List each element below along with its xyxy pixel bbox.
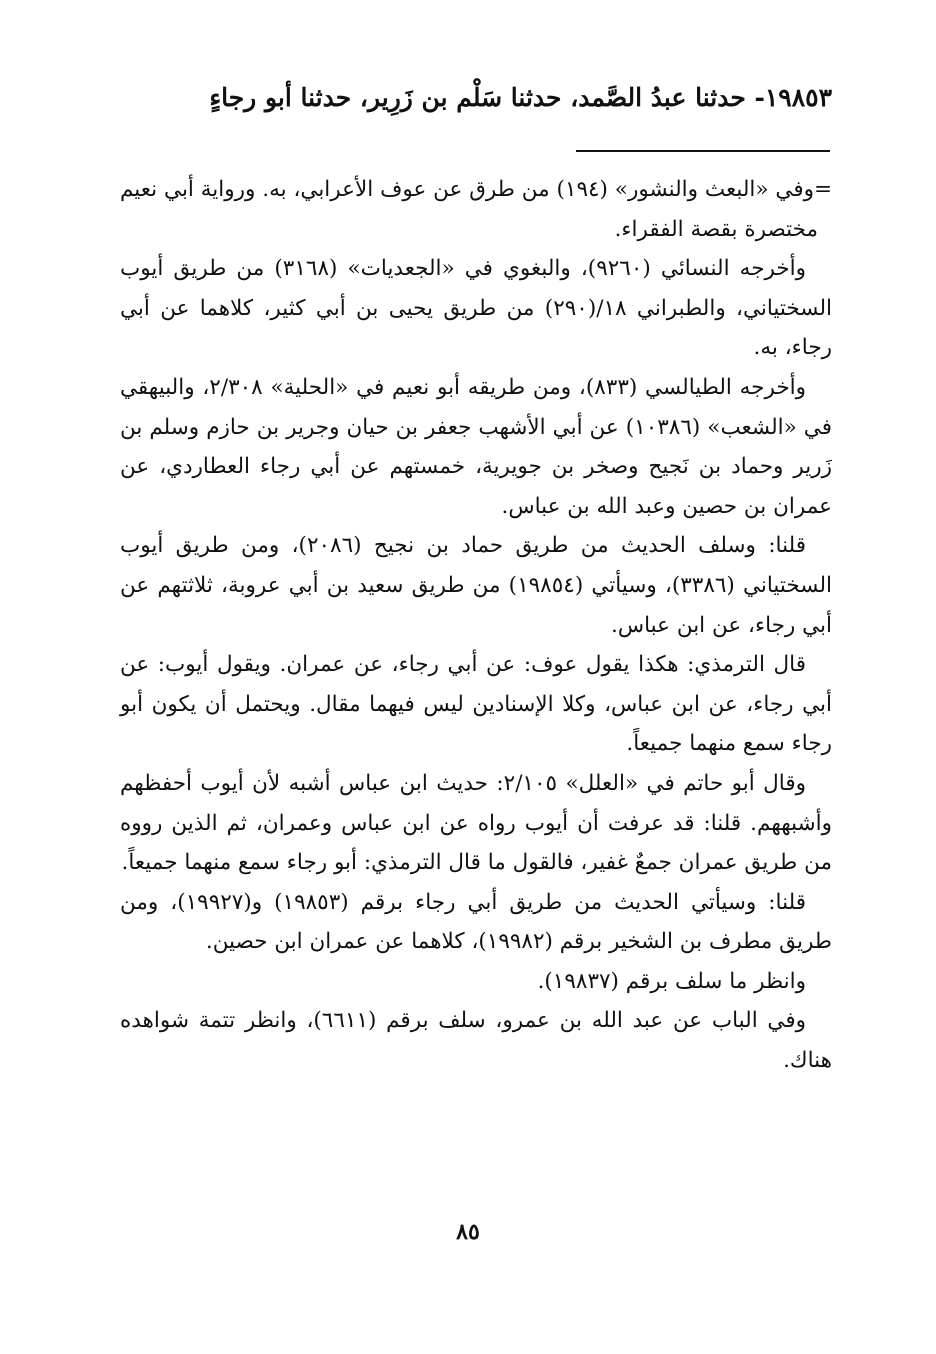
footnote-paragraph: وأخرجه الطيالسي (٨٣٣)، ومن طريقه أبو نعيم في «الحلية» ٢/٣٠٨، والبيهقي في «الشعب» (١٠٣٨٦) عن أبي الأشهب جعفر بن حيان وجرير بن حازم وسلم بن زَرير وحماد بن نَجيح وصخر بن جويرية، خمستهم عن أبي رجاء العطاردي، عن عمران بن حصين وعبد الله بن عباس. (120, 374, 832, 519)
hadith-header: ١٩٨٥٣- حدثنا عبدُ الصَّمد، حدثنا سَلْم بن زَرِير، حدثنا أبو رجاءٍ (209, 83, 832, 112)
footnote-paragraph: وأخرجه النسائي (٩٢٦٠)، والبغوي في «الجعديات» (٣١٦٨) من طريق أيوب السختياني، والطبراني ١٨/(٢٩٠) من طريق يحيى بن أبي كثير، كلاهما عن أبي رجاء، به. (120, 256, 832, 361)
footnote-paragraph: وفي الباب عن عبد الله بن عمرو، سلف برقم (٦٦١١)، وانظر تتمة شواهده هناك. (120, 1008, 832, 1074)
footnote-paragraph-continuation: =وفي «البعث والنشور» (١٩٤) من طرق عن عوف الأعرابي، به. ورواية أبي نعيم مختصرة بقصة الفقراء. (120, 177, 832, 242)
footnote-paragraph: وانظر ما سلف برقم (١٩٨٣٧). (537, 968, 806, 994)
page-number: ٨٥ (456, 1219, 480, 1245)
footnote-paragraph: قلنا: وسلف الحديث من طريق حماد بن نجيح (٢٠٨٦)، ومن طريق أيوب السختياني (٣٣٨٦)، وسيأتي (١٩٨٥٤) من طريق سعيد بن أبي عروبة، ثلاثتهم عن أبي رجاء، عن ابن عباس. (120, 533, 832, 638)
footnotes-block (120, 170, 832, 1081)
footnote-separator-rule (576, 150, 830, 152)
footnote-paragraph: قلنا: وسيأتي الحديث من طريق أبي رجاء برقم (١٩٨٥٣) و(١٩٩٢٧)، ومن طريق مطرف بن الشخير برقم (١٩٩٨٢)، كلاهما عن عمران ابن حصين. (120, 889, 832, 955)
footnote-paragraph: وقال أبو حاتم في «العلل» ٢/١٠٥: حديث ابن عباس أشبه لأن أيوب أحفظهم وأشبههم. قلنا: قد عرفت أن أيوب رواه عن ابن عباس وعمران، ثم الذين رووه من طريق عمران جمعٌ غفير، فالقول ما قال الترمذي: أبو رجاء سمع منهما جميعاً. (120, 770, 832, 876)
footnote-paragraph: قال الترمذي: هكذا يقول عوف: عن أبي رجاء، عن عمران. ويقول أيوب: عن أبي رجاء، عن ابن عباس، وكلا الإسنادين ليس فيهما مقال. ويحتمل أن يكون أبو رجاء سمع منهما جميعاً. (120, 652, 832, 757)
